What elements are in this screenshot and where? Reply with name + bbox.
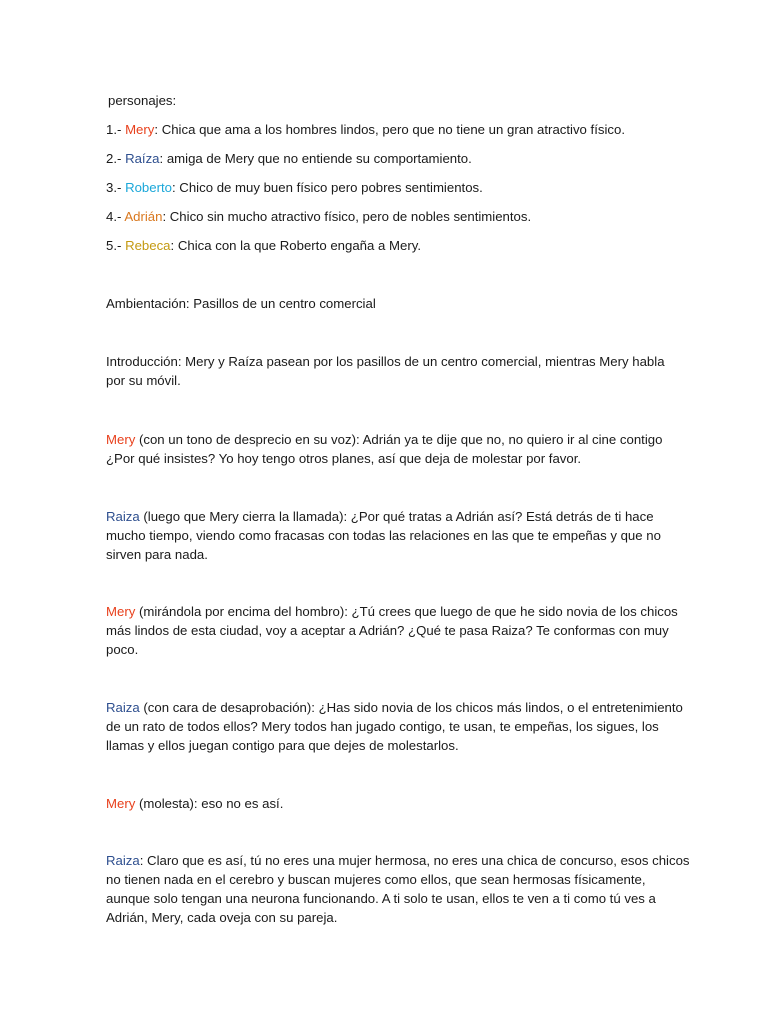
character-item-raiza: 2.- Raíza: amiga de Mery que no entiende su comportamiento. [106,151,472,166]
dialogue-line: aunque solo tengan una neurona funcionando. A ti solo te usan, ellos te ven a ti como tú ves a [106,891,656,906]
intro-line: por su móvil. [106,373,181,388]
characters-heading: personajes: [108,93,177,108]
character-item-adrian: 4.- Adrián: Chico sin mucho atractivo físico, pero de nobles sentimientos. [106,209,532,224]
speaker-name: Raiza [106,700,140,715]
dialogue-line: Adrián, Mery, cada oveja con su pareja. [106,910,338,925]
dialogue-line: Mery (con un tono de desprecio en su voz): Adrián ya te dije que no, no quiero ir al cine contigo [106,432,663,447]
dialogue-line: Raiza (luego que Mery cierra la llamada): ¿Por qué tratas a Adrián así? Está detrás de ti hace [106,509,654,524]
dialogue-line: Mery (mirándola por encima del hombro): ¿Tú crees que luego de que he sido novia de los chicos [106,604,678,619]
speaker-name: Mery [106,604,136,619]
dialogue-line: llamas y ellos juegan contigo para que dejes de molestarlos. [106,738,459,753]
dialogue-line: ¿Por qué insistes? Yo hoy tengo otros planes, así que deja de molestar por favor. [106,451,582,466]
character-item-roberto: 3.- Roberto: Chico de muy buen físico pero pobres sentimientos. [106,180,483,195]
character-name: Adrián [124,209,163,224]
setting-text: Ambientación: Pasillos de un centro comercial [106,296,376,311]
speaker-name: Raiza [106,509,140,524]
character-name: Rebeca [125,238,171,253]
character-name: Raíza [125,151,160,166]
dialogue-line: sirven para nada. [106,547,208,562]
character-item-mery: 1.- Mery: Chica que ama a los hombres lindos, pero que no tiene un gran atractivo físico. [106,122,625,137]
character-name: Roberto [125,180,172,195]
dialogue-line: Raiza (con cara de desaprobación): ¿Has sido novia de los chicos más lindos, o el entretenimiento [106,700,683,715]
intro-line: Introducción: Mery y Raíza pasean por los pasillos de un centro comercial, mientras Mery habla [106,354,665,369]
speaker-name: Raiza [106,853,140,868]
character-name: Mery [125,122,155,137]
dialogue-line: mucho tiempo, viendo como fracasas con todas las relaciones en las que te empeñas y que no [106,528,661,543]
dialogue-line: no tienen nada en el cerebro y buscan mujeres como ellos, que sean hermosas físicamente, [106,872,646,887]
character-item-rebeca: 5.- Rebeca: Chica con la que Roberto engaña a Mery. [106,238,421,253]
dialogue-line: poco. [106,642,139,657]
dialogue-line: de un rato de todos ellos? Mery todos han jugado contigo, te usan, te empeñas, los sigues, los [106,719,659,734]
speaker-name: Mery [106,432,136,447]
dialogue-line: Mery (molesta): eso no es así. [106,796,284,811]
speaker-name: Mery [106,796,136,811]
dialogue-line: más lindos de esta ciudad, voy a aceptar a Adrián? ¿Qué te pasa Raiza? Te conformas con muy [106,623,669,638]
dialogue-line: Raiza: Claro que es así, tú no eres una mujer hermosa, no eres una chica de concurso, esos chicos [106,853,690,868]
